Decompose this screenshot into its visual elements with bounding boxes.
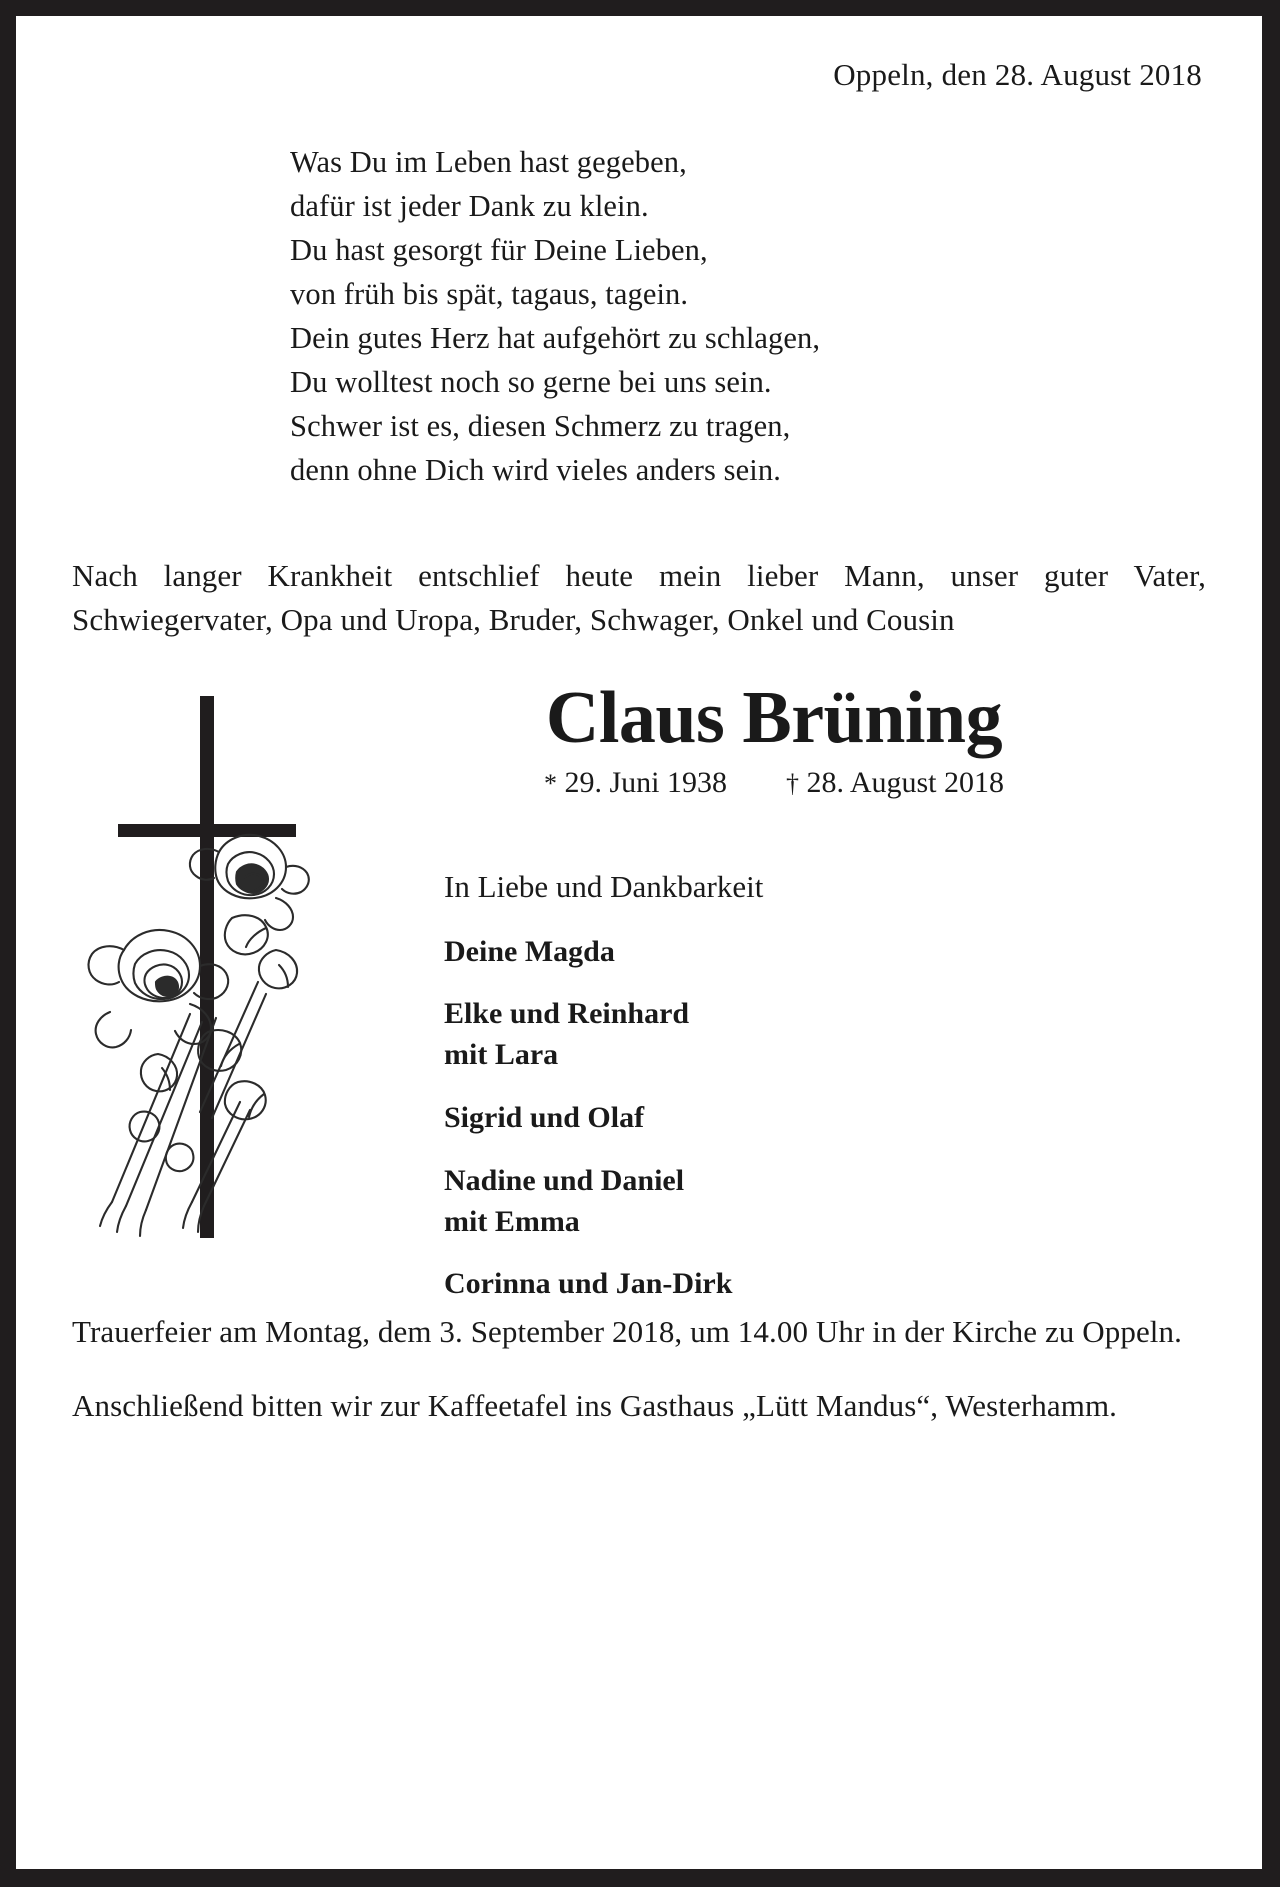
deceased-name: Claus Brüning — [545, 677, 1003, 760]
life-dates — [342, 765, 1206, 801]
poem-line: dafür ist jeder Dank zu klein. — [290, 189, 649, 224]
announcement-paragraph: Nach langer Krankheit entschlief heute mein lieber Mann, unser guter Vater, Schwiegervater, Opa und Uropa, Bruder, Schwager, Onkel und Cousin — [72, 558, 1206, 638]
deceased-identity — [342, 677, 1206, 801]
obituary-card — [16, 16, 1262, 1869]
reception-text: Anschließend bitten wir zur Kaffeetafel ins Gasthaus „Lütt Mandus“, Westerhamm. — [72, 1388, 1118, 1424]
family-lead-text: In Liebe und Dankbarkeit — [444, 869, 764, 905]
death-date: 28. August 2018 — [806, 766, 1005, 800]
notice-content — [72, 16, 1206, 1869]
memorial-center-block — [72, 677, 1206, 1301]
poem-line: von früh bis spät, tagaus, tagein. — [290, 276, 689, 311]
mourner-entry: Elke und Reinhard — [444, 997, 690, 1031]
family-mourners-list — [444, 868, 1206, 1305]
poem-line: Was Du im Leben hast gegeben, — [290, 145, 687, 180]
memorial-poem — [72, 141, 1206, 492]
poem-line: Du hast gesorgt für Deine Lieben, — [290, 233, 708, 267]
poem-line: Dein gutes Herz hat aufgehört zu schlagen, — [290, 320, 821, 355]
birth-date: 29. Juni 1938 — [564, 766, 727, 800]
funeral-details — [72, 1310, 1206, 1428]
mourner-entry-child: mit Emma — [444, 1204, 580, 1238]
mourner-entry: Sigrid und Olaf — [444, 1101, 645, 1135]
poem-line: Schwer ist es, diesen Schmerz zu tragen, — [290, 408, 791, 443]
mourner-entry: Deine Magda — [444, 934, 615, 968]
birth-star-icon: * — [543, 769, 557, 799]
mourner-entry-child: mit Lara — [444, 1038, 559, 1072]
cross-icon — [118, 696, 296, 1238]
funeral-service-text: Trauerfeier am Montag, dem 3. September 2018, um 14.00 Uhr in der Kirche zu Oppeln. — [72, 1314, 1182, 1350]
death-cross-icon: † — [785, 769, 799, 799]
cross-with-roses-illustration — [80, 682, 348, 1252]
mourner-entry: Nadine und Daniel — [444, 1163, 685, 1197]
poem-line: denn ohne Dich wird vieles anders sein. — [290, 452, 781, 487]
mourner-entry: Corinna und Jan-Dirk — [444, 1267, 733, 1301]
poem-line: Du wolltest noch so gerne bei uns sein. — [290, 364, 772, 399]
place-and-date: Oppeln, den 28. August 2018 — [833, 57, 1202, 92]
